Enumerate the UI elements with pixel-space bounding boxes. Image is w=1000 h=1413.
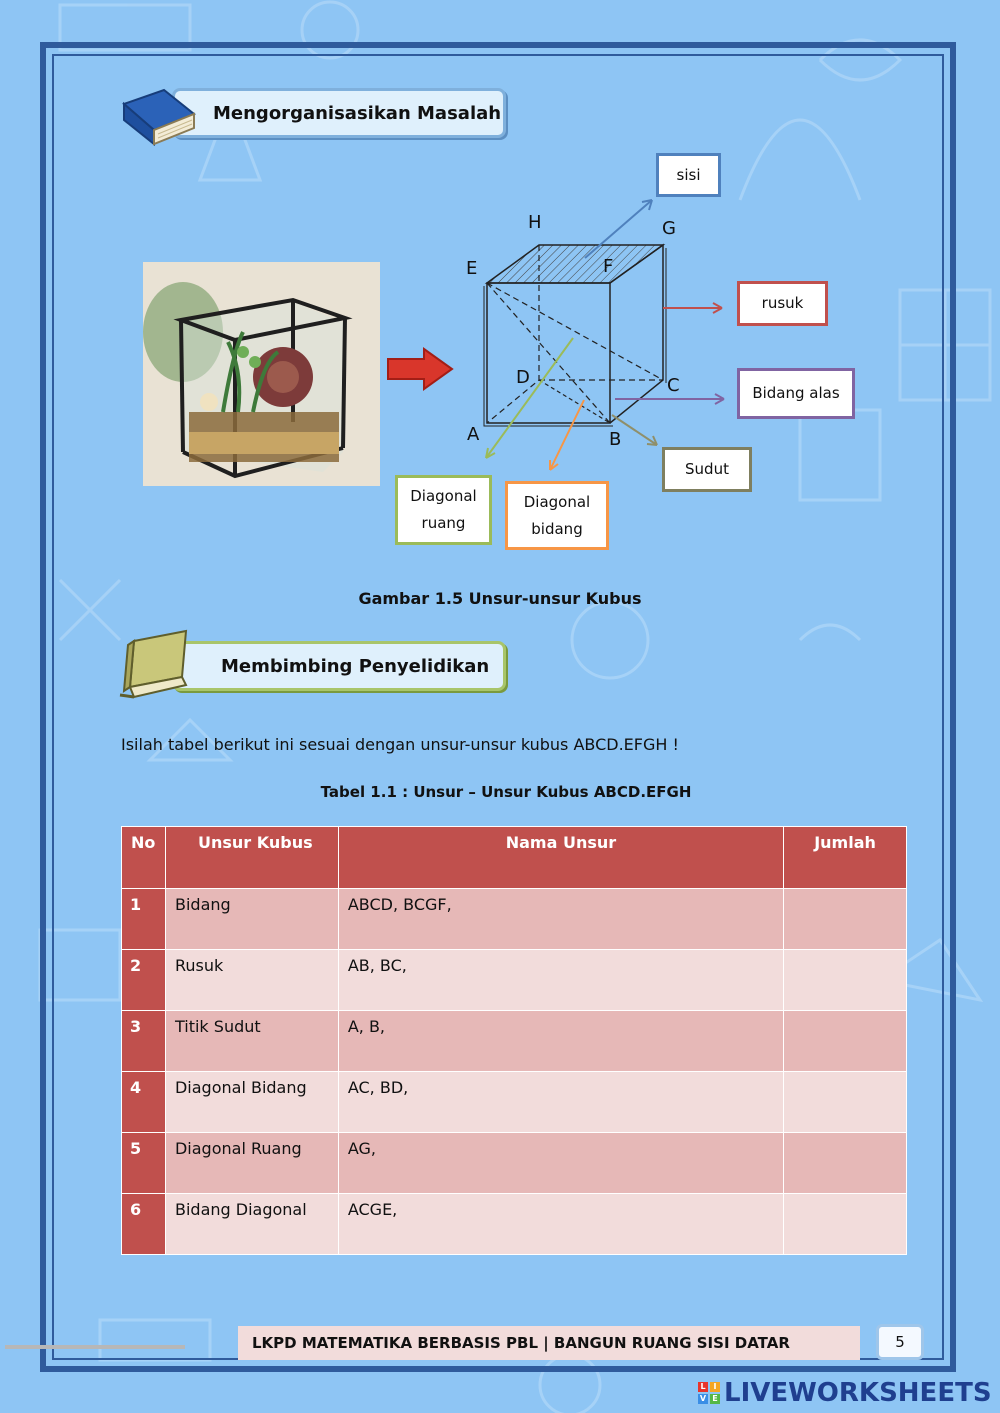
table-caption: Tabel 1.1 : Unsur – Unsur Kubus ABCD.EFGH [320,783,692,801]
row-nama-input[interactable]: AB, BC, [338,950,783,1011]
liveworksheets-brand: LIVEWORKSHEETS [724,1378,992,1408]
section-banner-organize [172,88,506,138]
liveworksheets-logo-icon [698,1382,720,1404]
logo-letter-l: L [698,1382,708,1392]
row-jumlah-input[interactable] [784,1133,907,1194]
row-nama-input[interactable]: A, B, [338,1011,783,1072]
label-sudut [662,447,752,492]
row-jumlah-input[interactable] [784,1011,907,1072]
header-unsur: Unsur Kubus [165,827,338,889]
row-jumlah-input[interactable] [784,1072,907,1133]
row-jumlah-input[interactable] [784,889,907,950]
unsur-kubus-table [121,826,907,1255]
row-unsur: Bidang [165,889,338,950]
row-no: 3 [122,1011,166,1072]
row-nama-input[interactable]: AC, BD, [338,1072,783,1133]
header-jumlah: Jumlah [784,827,907,889]
row-nama-input[interactable]: ABCD, BCGF, [338,889,783,950]
page-number-text: 5 [895,1333,905,1351]
label-diagonal-ruang [395,475,492,545]
table-header-row [122,827,907,889]
page-number [876,1324,924,1360]
table-row [122,889,907,950]
row-jumlah-input[interactable] [784,950,907,1011]
figure-caption: Gambar 1.5 Unsur-unsur Kubus [358,589,642,608]
row-nama-input[interactable]: ACGE, [338,1194,783,1255]
table-row [122,1072,907,1133]
instruction-text: Isilah tabel berikut ini sesuai dengan unsur-unsur kubus ABCD.EFGH ! [121,735,679,754]
row-unsur: Diagonal Bidang [165,1072,338,1133]
footer-bar [238,1326,860,1360]
book-olive-icon [116,627,200,703]
header-nama: Nama Unsur [338,827,783,889]
label-sudut-text: Sudut [685,460,729,478]
footer-text: LKPD MATEMATIKA BERBASIS PBL | BANGUN RUANG SISI DATAR [252,1334,790,1352]
row-no: 6 [122,1194,166,1255]
row-unsur: Titik Sudut [165,1011,338,1072]
table-row [122,1133,907,1194]
label-bidang-alas [737,368,855,419]
vertex-e: E [466,258,478,279]
row-no: 1 [122,889,166,950]
label-diagonal-ruang-text: Diagonal ruang [410,487,477,532]
vertex-d: D [516,367,530,388]
label-diagonal-bidang-text: Diagonal bidang [523,492,591,538]
header-no: No [122,827,166,889]
section-title-guide: Membimbing Penyelidikan [221,655,490,677]
book-blue-icon [118,84,198,148]
vertex-g: G [662,218,676,239]
label-diagonal-bidang [505,481,609,550]
row-no: 2 [122,950,166,1011]
row-unsur: Diagonal Ruang [165,1133,338,1194]
table-row [122,950,907,1011]
label-bidang-alas-text: Bidang alas [752,384,840,402]
logo-letter-e: E [710,1394,720,1404]
logo-letter-v: V [699,1394,707,1403]
table-row [122,1011,907,1072]
liveworksheets-watermark [698,1378,992,1408]
logo-letter-i: I [710,1382,720,1392]
label-sisi [656,153,721,197]
vertex-h: H [528,212,542,233]
vertex-c: C [667,375,680,396]
row-no: 5 [122,1133,166,1194]
row-jumlah-input[interactable] [784,1194,907,1255]
terrarium-photo [143,262,380,486]
row-unsur: Rusuk [165,950,338,1011]
vertex-f: F [603,256,614,277]
row-no: 4 [122,1072,166,1133]
label-sisi-text: sisi [676,165,701,184]
row-unsur: Bidang Diagonal [165,1194,338,1255]
vertex-b: B [609,429,622,450]
footer-divider [5,1345,185,1349]
section-title-organize: Mengorganisasikan Masalah [213,102,502,124]
table-row [122,1194,907,1255]
vertex-a: A [467,424,480,445]
row-nama-input[interactable]: AG, [338,1133,783,1194]
label-rusuk-text: rusuk [761,294,804,312]
section-banner-guide [172,641,506,691]
label-rusuk [737,281,828,326]
